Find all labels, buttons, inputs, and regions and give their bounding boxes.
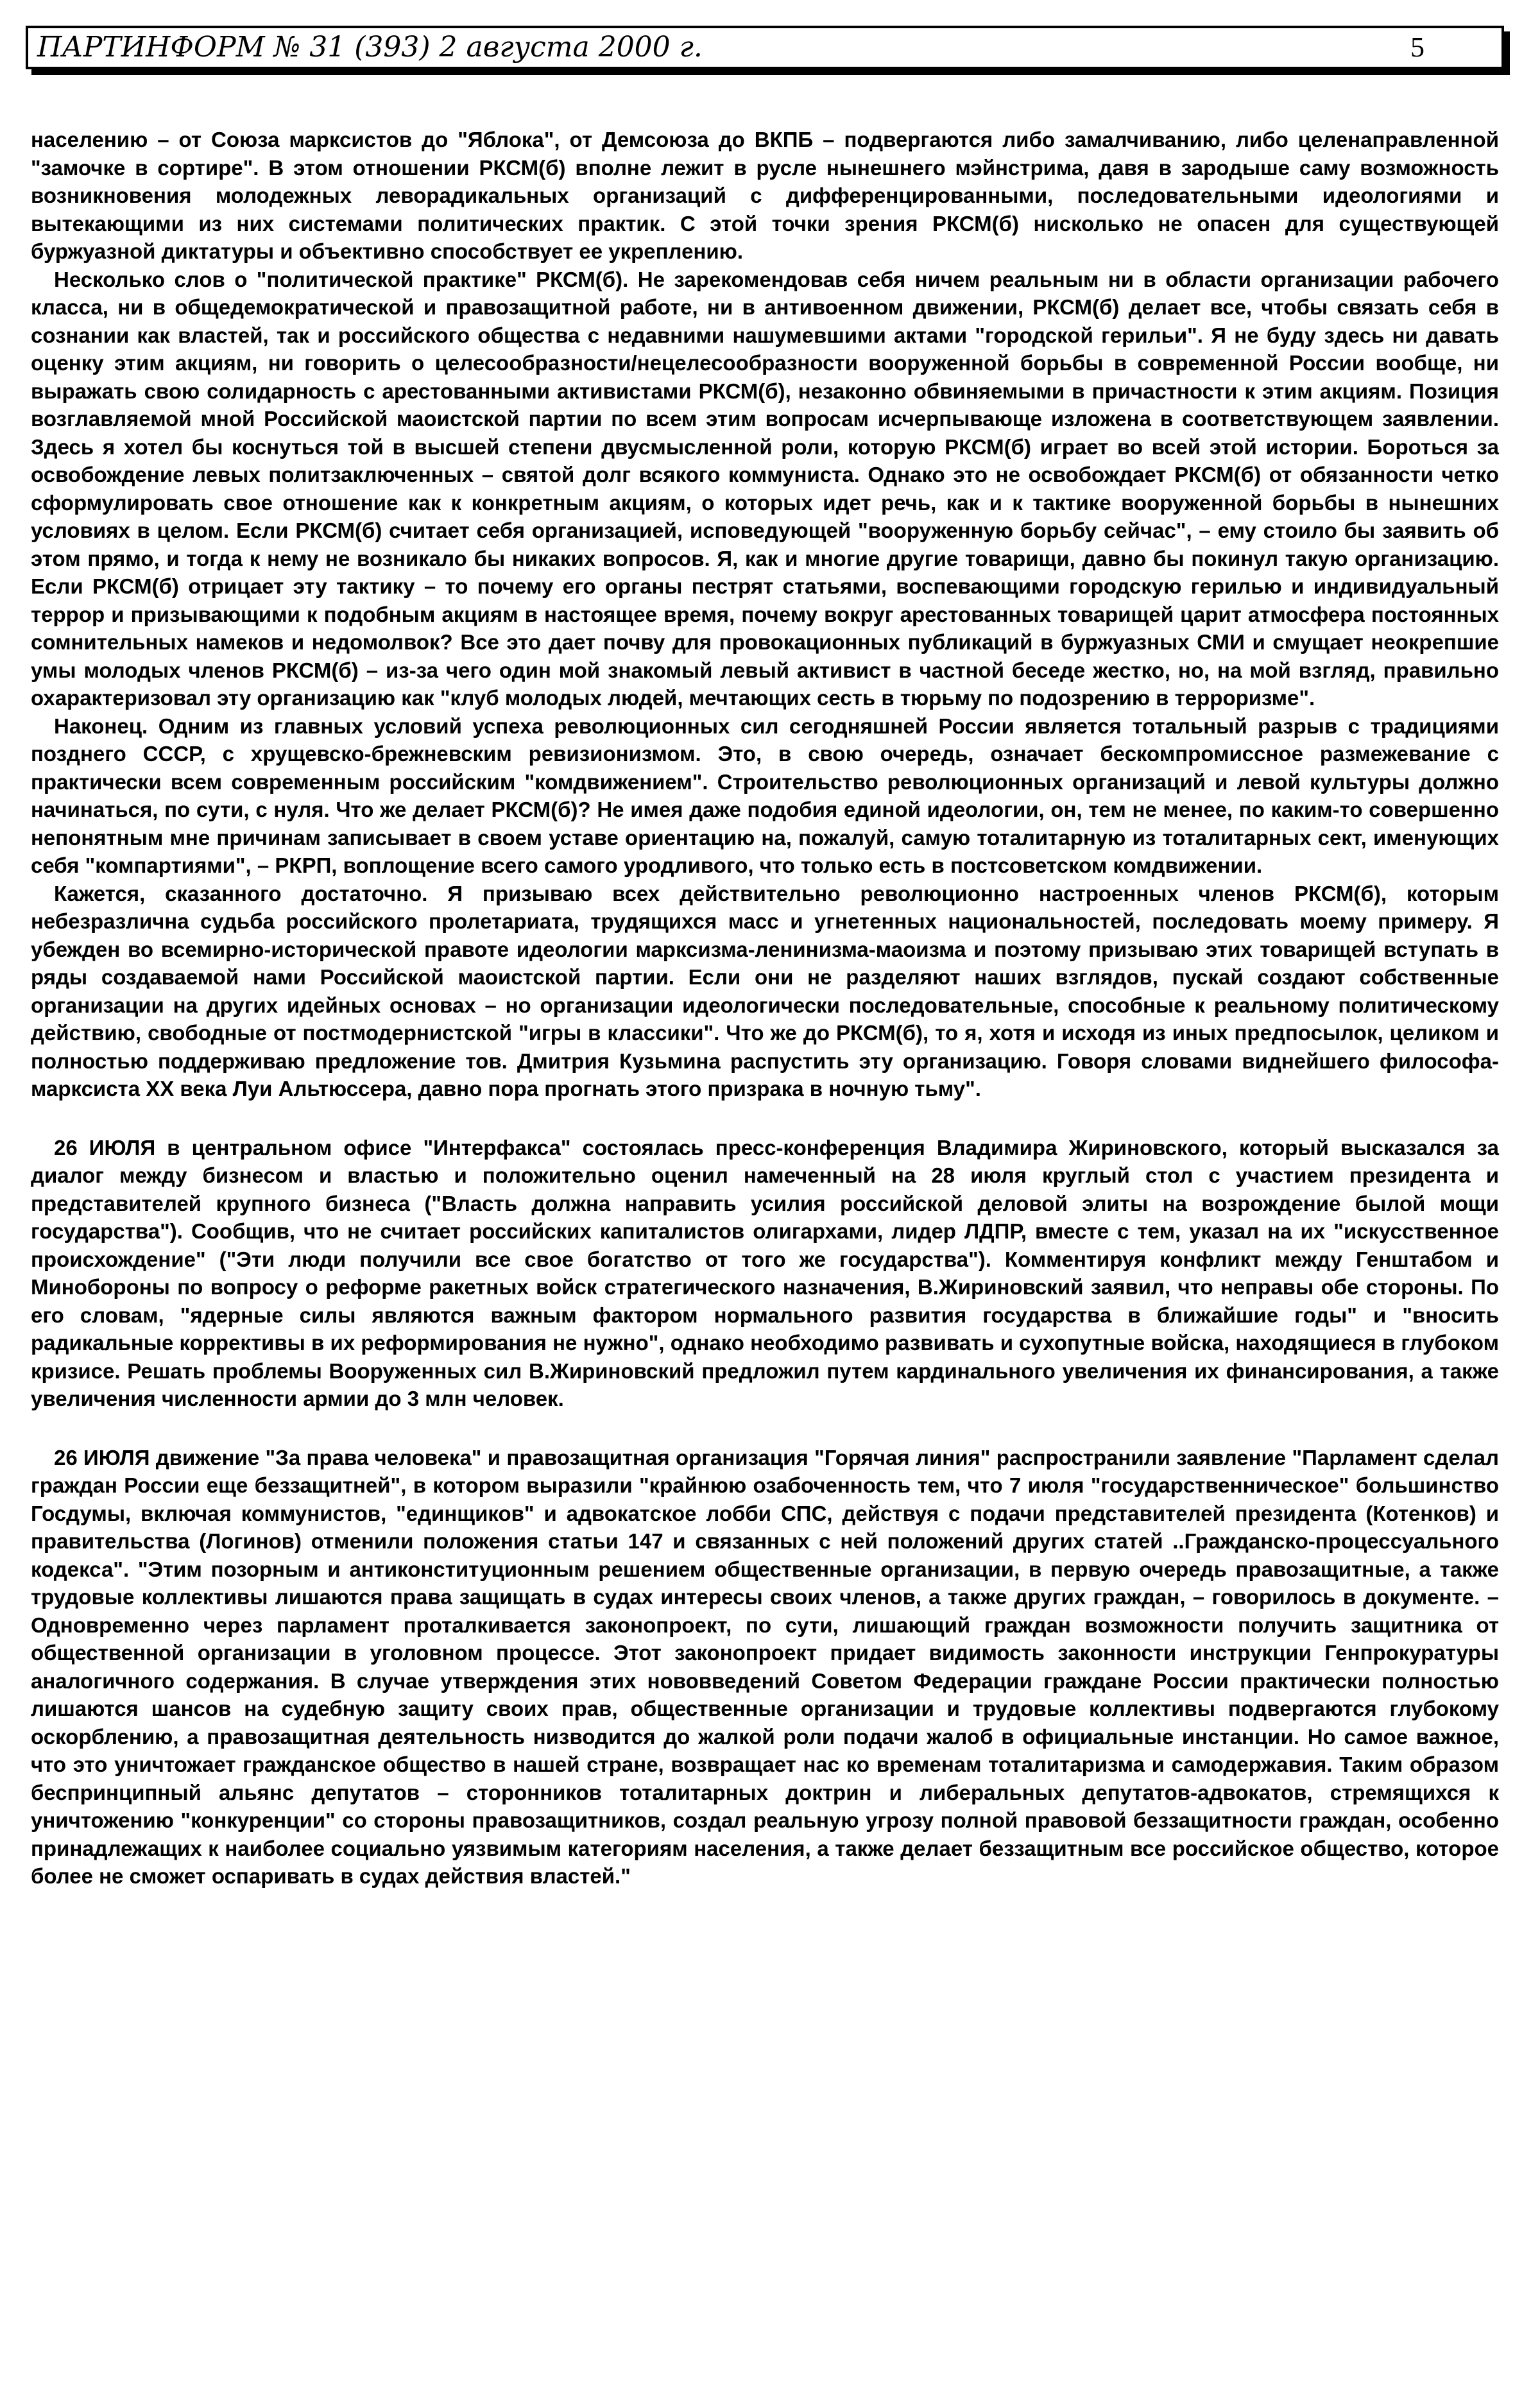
article-paragraph: Кажется, сказанного достаточно. Я призываю всех действительно революционно настроенных членов РКСМ(б), которым небезразлична судьба российского пролетариата, трудящихся масс и угнетенных национальностей, последовать моему примеру. Я убежден во всемирно-исторической правоте идеологии марксизма-ленинизма-маоизма и поэтому призываю этих товарищей вступать в ряды создаваемой нами Российской маоистской партии. Если они не разделяют наших взглядов, пускай создают собственные организации на других идейных основах – но организации идеологически последовательные, способные к реальному политическому действию, свободные от постмодернистской "игры в классики". Что же до РКСМ(б), то я, хотя и исходя из иных предпосылок, целиком и полностью поддерживаю предложение тов. Дмитрия Кузьмина распустить эту организацию. Говоря словами виднейшего философа-марксиста XX века Луи Альтюссера, давно пора прогнать этого призрака в ночную тьму". xyxy=(31,881,1499,1101)
news-item: 26 ИЮЛЯ в центральном офисе "Интерфакса" состоялась пресс-конференция Владимира Жириновского, который высказался за диалог между бизнесом и властью и положительно оценил намеченный на 28 июля круглый стол с участием президента и представителей крупного бизнеса ("Власть должна направить усилия российской деловой элиты на возрождение былой мощи государства"). Сообщив, что не считает российских капиталистов олигархами, лидер ЛДПР, вместе с тем, указал на их "искусственное происхождение" ("Эти люди получили все свое богатство от того же государства"). Комментируя конфликт между Генштабом и Минобороны по вопросу о реформе ракетных войск стратегического назначения, В.Жириновский заявил, что неправы обе стороны. По его словам, "ядерные силы являются важным фактором нормального развития государства в ближайшие годы" и "вносить радикальные коррективы в их реформирования не нужно", однако необходимо развивать и сухопутные войска, находящиеся в глубоком кризисе. Решать проблемы Вооруженных сил В.Жириновский предложил путем кардинального увеличения их финансирования, а также увеличения численности армии до 3 млн человек. xyxy=(31,1135,1499,1410)
page-header xyxy=(26,26,1504,69)
news-item: 26 ИЮЛЯ движение "За права человека" и правозащитная организация "Горячая линия" распространили заявление "Парламент сделал граждан России еще беззащитней", в котором выразили "крайнюю озабоченность тем, что 7 июля "государственническое" большинство Госдумы, включая коммунистов, "единщиков" и адвокатское лобби СПС, действуя с подачи представителей президента (Котенков) и правительства (Логинов) отменили положения статьи 147 и связанных с ней положений других статей ..Гражданско-процессуального кодекса". "Этим позорным и антиконституционным решением общественные организации, в первую очередь правозащитные, а также трудовые коллективы лишаются права защищать в судах интересы своих членов, а также других граждан, – говорилось в документе. – Одновременно через парламент проталкивается законопроект, по сути, лишающий граждан возможности получить защитника от общественной организации в уголовном процессе. Этот законопроект придает видимость законности инструкции Генпрокуратуры аналогичного содержания. В случае утверждения этих нововведений Советом Федерации граждане России практически полностью лишаются шансов на судебную защиту своих прав, общественные организации и трудовые коллективы подвергаются глубокому оскорблению, а правозащитная деятельность низводится до жалкой роли подачи жалоб в официальные инстанции. Но самое важное, что это уничтожает гражданское общество в нашей стране, возвращает нас ко временам тоталитаризма и самодержавия. Таким образом беспринципный альянс депутатов – сторонников тоталитарных доктрин и либеральных депутатов-адвокатов, стремящихся к уничтожению "конкуренции" со стороны правозащитников, создал реальную угрозу полной правовой беззащитности граждан, особенно принадлежащих к наиболее социально уязвимым категориям населения, а также делает беззащитным все российское общество, которое более не сможет оспаривать в судах действия властей." xyxy=(31,1445,1499,1888)
article-paragraph: Несколько слов о "политической практике" РКСМ(б). Не зарекомендовав себя ничем реальным ни в области организации рабочего класса, ни в общедемократической и правозащитной работе, ни в антивоенном движении, РКСМ(б) делает все, чтобы связать себя в сознании как властей, так и российского общества с недавними нашумевшими актами "городской герильи". Я не буду здесь ни давать оценку этим акциям, ни говорить о целесообразности/нецелесообразности вооруженной борьбы в современной России вообще, ни выражать свою солидарность с арестованными активистами РКСМ(б), незаконно обвиняемыми в причастности к этим акциям. Позиция возглавляемой мной Российской маоистской партии по всем этим вопросам исчерпывающе изложена в соответствующем заявлении. Здесь я хотел бы коснуться той в высшей степени двусмысленной роли, которую РКСМ(б) играет во всей этой истории. Бороться за освобождение левых политзаключенных – святой долг всякого коммуниста. Однако это не освобождает РКСМ(б) от обязанности четко сформулировать свое отношение как к конкретным акциям, о которых идет речь, как и к тактике вооруженной борьбы в нынешних условиях в целом. Если РКСМ(б) считает себя организацией, исповедующей "вооруженную борьбу сейчас", – ему стоило бы заявить об этом прямо, и тогда к нему не возникало бы никаких вопросов. Я, как и многие другие товарищи, давно бы покинул такую организацию. Если РКСМ(б) отрицает эту тактику – то почему его органы пестрят статьями, воспевающими городскую герилью и индивидуальный террор и призывающими к подобным акциям в настоящее время, почему вокруг арестованных товарищей царит атмосфера постоянных сомнительных намеков и недомолвок? Все это дает почву для провокационных публикаций в буржуазных СМИ и смущает неокрепшие умы молодых членов РКСМ(б) – из-за чего один мой знакомый левый активист в частной беседе жестко, но, на мой взгляд, правильно охарактеризовал эту организацию как "клуб молодых людей, мечтающих сесть в тюрьму по подозрению в терроризме". xyxy=(31,267,1499,710)
article-paragraph: населению – от Союза марксистов до "Яблока", от Демсоюза до ВКПБ – подвергаются либо замалчиванию, либо целенаправленной "замочке в сортире". В этом отношении РКСМ(б) вполне лежит в русле нынешнего мэйнстрима, давя в зародыше саму возможность возникновения молодежных леворадикальных организаций с дифференцированными, последовательными идеологиями и вытекающими из них системами политических практик. С этой точки зрения РКСМ(б) нисколько не опасен для существующей буржуазной диктатуры и объективно способствует ее укреплению. xyxy=(31,128,1499,263)
article-paragraph: Наконец. Одним из главных условий успеха революционных сил сегодняшней России является тотальный разрыв с традициями позднего СССР, с хрущевско-брежневским ревизионизмом. Это, в свою очередь, означает бескомпромиссное размежевание с практически всем современным российским "комдвижением". Строительство революционных организаций и левой культуры должно начинаться, по сути, с нуля. Что же делает РКСМ(б)? Не имея даже подобия единой идеологии, он, тем не менее, по каким-то совершенно непонятным мне причинам записывает в своем уставе ориентацию на, пожалуй, самую тоталитарную из тоталитарных сект, именующих себя "компартиями", – РКРП, воплощение всего самого уродливого, что только есть в постсоветском комдвижении. xyxy=(31,714,1499,877)
publication-title: ПАРТИНФОРМ № 31 (393) 2 августа 2000 г. xyxy=(37,31,703,64)
article-body xyxy=(31,126,1499,1890)
page-number: 5 xyxy=(1410,31,1425,63)
